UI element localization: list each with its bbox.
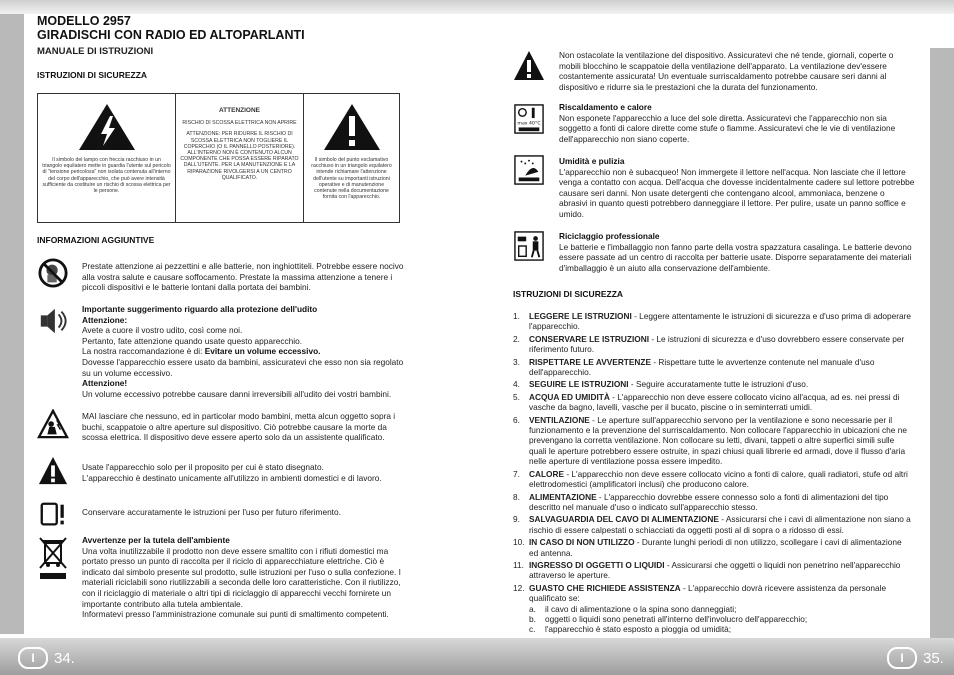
hearing-section xyxy=(82,304,412,399)
safety-item: 5. ACQUA ED UMIDITÀ - L'apparecchio non deve essere collocato vicino all'acqua, ad es. nei pressi di vasche da bagno, lavelli, vasche per il bucato, piscine o in seminterrati umidi. xyxy=(513,391,900,413)
warning-left-text: Il simbolo del lampo con freccia racchiuso in un triangolo equilatero mette in guardia l'utente sul pericolo di "tensione pericolosa" non isolata contenuta all'interno del corpo dell'apparecchio, che può avere intensità sufficiente da costituire un rischio di scossa elettrica per le persone. xyxy=(42,157,171,195)
safety-item: 2. CONSERVARE LE ISTRUZIONI - Le istruzioni di sicurezza e d'uso dovrebbero essere conservate per riferimento futuro. xyxy=(513,333,905,355)
humidity-body: L'apparecchio non è subacqueo! Non immergete il lettore nell'acqua. Non lasciate che il lettore venga a contatto con acqua. Dell'acqua che dovesse incidentalmente cadere sul lettore potrebbe causare seri danni. Non usate detergenti che contengano alcool, ammoniaca, benzene o abrasivi in quanto questi potrebbero danneggiare il lettore. Per pulire, usate un panno soffice e umido. xyxy=(559,166,915,219)
manual-book-icon xyxy=(37,500,69,530)
warning-center-risk: RISCHIO DI SCOSSA ELETTRICA NON APRIRE xyxy=(182,120,297,127)
hearing-icon xyxy=(37,306,69,336)
right-side-bar xyxy=(930,48,954,638)
safety-item: 12. GUASTO CHE RICHIEDE ASSISTENZA - L'apparecchio dovrà ricevere assistenza da personale qualificato se: a. il cavo di alimentazione o la spina sono danneggiati; b. oggetti o liquidi sono penetrati all'interno dell'involucro dell'apparecchio; c. l'apparecchio è stato esposto a pioggia od umidità; xyxy=(513,583,913,635)
no-small-parts-icon xyxy=(37,258,69,288)
document-title xyxy=(37,14,305,42)
heat-title: Riscaldamento e calore xyxy=(559,102,652,112)
left-side-bar xyxy=(0,14,24,634)
usage-section xyxy=(82,462,412,483)
humidity-section xyxy=(559,156,915,220)
hearing-attention-2: Attenzione! xyxy=(82,378,128,389)
left-page-number xyxy=(18,645,75,671)
safety-item: 1. LEGGERE LE ISTRUZIONI - Leggere attentamente le istruzioni di sicurezza e d'uso prima di adoperare l'apparecchio. xyxy=(513,311,912,332)
children-paragraph: MAI lasciare che nessuno, ed in particolar modo bambini, metta alcun oggetto sopra i buchi, scappatoie o altre aperture sul dispositivo. Ciò potrebbe causare la morte da scossa elettrica. Il dispositivo deve essere aperto solo da un assistente qualificato. xyxy=(82,411,396,443)
environment-title: Avvertenze per la tutela dell'ambiente xyxy=(82,535,230,545)
language-badge-right: I xyxy=(887,647,917,669)
hearing-line-1: Avete a cuore il vostro udito, così come noi. xyxy=(82,325,243,336)
safety-subitem: c. l'apparecchio è stato esposto a pioggia od umidità; xyxy=(529,624,732,635)
hearing-line-4: Dovesse l'apparecchio essere usato da bambini, assicuratevi che esso non sia regolato su un volume eccessivo. xyxy=(82,356,404,378)
safety-subitem: a. il cavo di alimentazione o la spina sono danneggiati; xyxy=(529,603,737,614)
recycling-section xyxy=(559,231,915,273)
usage-line-2: L'apparecchio è destinato unicamente all'utilizzo in ambienti domestici e di lavoro. xyxy=(82,472,382,483)
safety-item: 11. INGRESSO DI OGGETTI O LIQUIDI - Assicurarsi che oggetti o liquidi non penetrino nell'apparecchio attraverso le aperture. xyxy=(513,559,901,581)
caution-icon xyxy=(37,456,69,486)
right-page-number-text: 35. xyxy=(923,649,944,667)
safety-item: 3. RISPETTARE LE AVVERTENZE - Rispettare tutte le avvertenze contenute nel manuale d'uso dell'apparecchio. xyxy=(513,356,875,378)
heat-icon-label: max 40°C xyxy=(517,121,541,127)
environment-info: Informatevi presso l'amministrazione comunale sui punti di smaltimento competenti. xyxy=(82,609,389,620)
usage-line-1: Usate l'apparecchio solo per il proposito per cui è stato disegnato. xyxy=(82,462,324,472)
humidity-icon xyxy=(513,155,545,185)
exclamation-warning-icon xyxy=(322,102,382,152)
manual-title: MANUALE DI ISTRUZIONI xyxy=(37,46,154,57)
warning-center-title: ATTENZIONE xyxy=(218,107,261,114)
model-title: MODELLO 2957 xyxy=(37,14,131,28)
left-page-number-text: 34. xyxy=(54,649,75,667)
hearing-line-3b: Evitare un volume eccessivo. xyxy=(204,346,321,357)
safety-item: 4. SEGUIRE LE ISTRUZIONI - Seguire accuratamente tutte le istruzioni d'uso. xyxy=(513,379,809,390)
warning-right-col xyxy=(304,94,399,222)
heat-icon xyxy=(513,104,545,134)
warning-center-body: ATTENZIONE: PER RIDURRE IL RISCHIO DI SCOSSA ELETTRICA NON TOGLIERE IL COPERCHIO (O IL PANNELLO POSTERIORE). ALL'INTERNO NON È CONTENUTO ALCUN COMPONENTE CHE POSSA ESSERE RIPARATO DALL'UTENTE. PER LA MANUTENZIONE E LA RIPARAZIONE RIVOLGERSI A UN CENTRO QUALIFICATO. xyxy=(180,131,299,181)
environment-body: Una volta inutilizzabile il prodotto non deve essere smaltito con i rifiuti domestici ma portato presso un punto di raccolta per il riciclo di apparecchiature elettriche. Ciò è indicato dal simbolo presente sul prodotto, sulle istruzioni per l'uso o sulla confezione. I materiali riciclabili sono riutilizzabili a seconda delle loro caratteristiche. Con il riutilizzo, con il riciclaggio di materiale o altri tipi di riciclaggio di apparecchi vecchi fornirete un importante contributo alla tutela ambientale. xyxy=(82,545,401,609)
hearing-line-2: Pertanto, fate attenzione quando usate questo apparecchio. xyxy=(82,335,303,346)
warning-left-col xyxy=(38,94,176,222)
safety-item: 9. SALVAGUARDIA DEL CAVO DI ALIMENTAZIONE - Assicurarsi che i cavi di alimentazione non siano a rischio di essere calpestati o schiacciati da oggetti posti al di sopra o a ridosso di essi. xyxy=(513,514,911,535)
child-shock-warning-icon xyxy=(37,409,69,439)
safety-item: 8. ALIMENTAZIONE - L'apparecchio dovrebbe essere connesso solo a fonti di alimentazioni del tipo descritto nel manuale d'uso o indicato sull'apparecchio stesso. xyxy=(513,491,889,512)
language-badge-left: I xyxy=(18,647,48,669)
heat-body: Non esponete l'apparecchio a luce del sole diretta. Assicuratevi che l'apparecchio non sia soggetto a fonti di calore dirette come stufe o fiamme. Assicuratevi che le vie di ventilazione dell'apparecchio non siano coperte. xyxy=(559,112,896,144)
ventilation-warning-icon xyxy=(513,50,545,82)
safety-subitem: b. oggetti o liquidi sono penetrati all'interno dell'involucro dell'apparecchio; xyxy=(529,613,808,624)
keep-instructions: Conservare accuratamente le istruzioni per l'uso per futuro riferimento. xyxy=(82,507,341,517)
warning-box xyxy=(37,93,400,223)
choking-paragraph: Prestate attenzione ai pezzettini e alle batterie, non inghiottiteli. Potrebbe essere nocivo alla vostra salute e causare soffocamento. Prestate la massima attenzione a tenere i piccoli dispositivi e le batterie lontani dalla portata dei bambini. xyxy=(82,261,404,293)
product-title: GIRADISCHI CON RADIO ED ALTOPARLANTI xyxy=(37,28,305,42)
warning-right-text: Il simbolo del punto esclamativo racchiuso in un triangolo equilatero intende richiamare l'attenzione dell'utente su importanti istruzioni operative e di manutenzione contenute nella documentazione fornita con l'apparecchio. xyxy=(311,157,392,201)
right-safety-title: ISTRUZIONI DI SICUREZZA xyxy=(513,289,624,299)
humidity-title: Umidità e pulizia xyxy=(559,156,625,166)
hearing-title: Importante suggerimento riguardo alla protezione dell'udito xyxy=(82,304,318,314)
info-title: INFORMAZIONI AGGIUNTIVE xyxy=(37,235,155,245)
environment-section xyxy=(82,535,412,620)
bottom-bar xyxy=(0,638,954,675)
recycling-body: Le batterie e l'imballaggio non fanno parte della vostra spazzatura casalinga. Le batterie devono essere passate ad un centro di raccolta per batterie usate. Disporre separatamente dei materiali d'imballaggio è un aiuto alla conservazione dell'ambiente. xyxy=(559,241,912,273)
left-safety-title: ISTRUZIONI DI SICUREZZA xyxy=(37,70,148,80)
ventilation-paragraph: Non ostacolate la ventilazione del dispositivo. Assicuratevi che né tende, giornali, coperte o mobili blocchino le scappatoie della ventilazione dell'apparato. La ventilazione dev'essere costantemente assicurata! Un eventuale surriscaldamento potrebbe causare seri danni al dispositivo e ridurre sia le prestazioni che la durata del funzionamento. xyxy=(559,50,894,92)
weee-bin-icon xyxy=(37,535,69,583)
recycling-title: Riciclaggio professionale xyxy=(559,231,660,241)
heat-section xyxy=(559,102,915,144)
recycling-icon xyxy=(513,231,545,261)
warning-center-col xyxy=(176,94,304,222)
right-page-number xyxy=(887,645,944,671)
safety-item: 7. CALORE - L'apparecchio non deve essere collocato vicino a fonti di calore, quali radiatori, stufe od altri elettrodomestici (amplificatori inclusi) che producono calore. xyxy=(513,468,908,490)
hearing-line-3a: La nostra raccomandazione è di: xyxy=(82,346,205,357)
hearing-line-5: Un volume eccessivo potrebbe causare danni irreversibili all'udito dei vostri bambini. xyxy=(82,388,392,399)
lightning-warning-icon xyxy=(77,102,137,152)
safety-item: 10. IN CASO DI NON UTILIZZO - Durante lunghi periodi di non utilizzo, scollegare i cavi di alimentazione ed antenna. xyxy=(513,537,902,558)
safety-item: 6. VENTILAZIONE - Le aperture sull'apparecchio servono per la ventilazione e sono necessarie per il funzionamento e la prevenzione del surriscaldamento. Non collocare l'apparecchio in ubicazioni che ne prevengano la corretta ventilazione. Non collocare su letti, divani, tappeti o altre superfici simili sulle quali le aperture potrebbero essere ostruite, in spazi chiusi quali librerie ed armadi, dove il flusso d'aria nelle aperture di ventilazione possa essere impedito. xyxy=(513,414,907,467)
safety-list xyxy=(513,311,913,637)
top-band xyxy=(0,0,954,14)
hearing-attention: Attenzione: xyxy=(82,314,128,325)
